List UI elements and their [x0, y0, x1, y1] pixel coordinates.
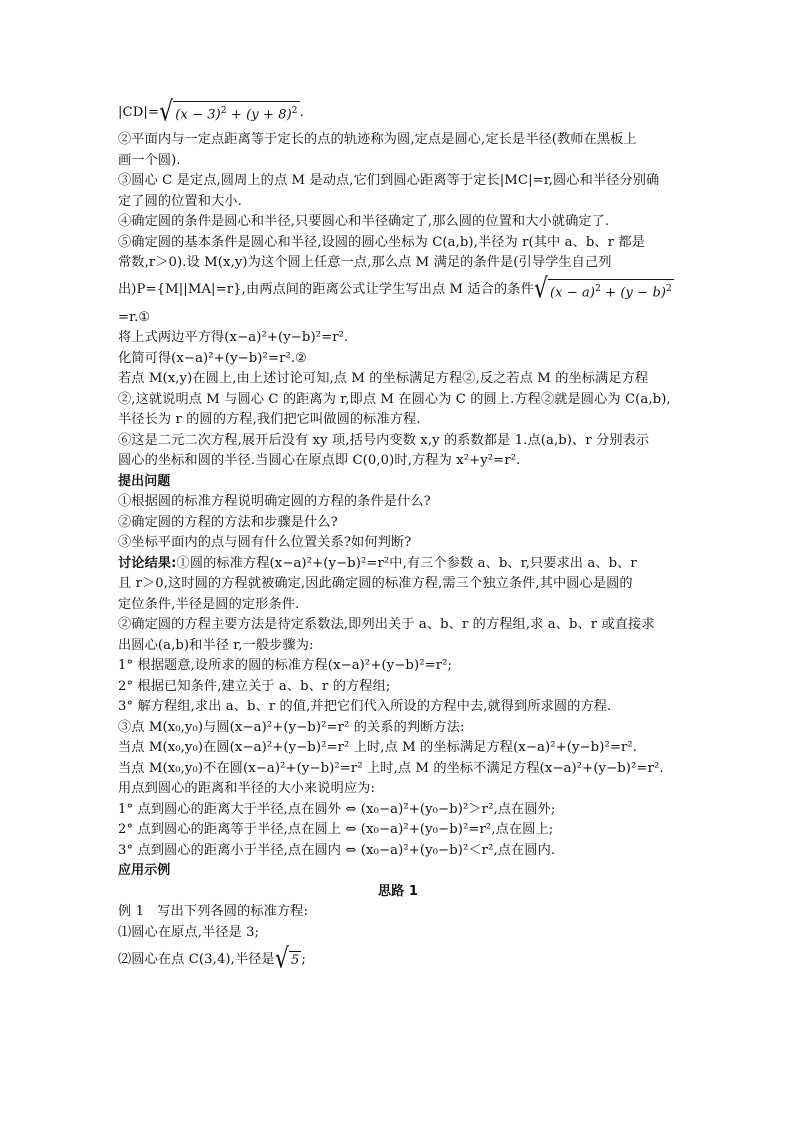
text-line: ③点 M(x₀,y₀)与圆(x−a)²+(y−b)²=r² 的关系的判断方法:: [118, 719, 465, 735]
bold-label: 讨论结果:: [118, 555, 177, 571]
radical-sign: √: [274, 943, 289, 975]
square-root-expression: [159, 96, 299, 128]
text-line: 定位条件,半径是圆的定形条件.: [118, 596, 300, 612]
text-line: 1° 根据题意,设所求的圆的标准方程(x−a)²+(y−b)²=r²;: [118, 658, 453, 673]
text-line: 当点 M(x₀,y₀)不在圆(x−a)²+(y−b)²=r² 上时,点 M 的坐标不满足方程(x−a)²+(y−b)²=r².: [118, 760, 664, 776]
text-line: 2° 点到圆心的距离等于半径,点在圆上 ⇔ (x₀−a)²+(y₀−b)²=r²,点在圆上;: [118, 822, 554, 837]
text-line: ①根据圆的标准方程说明确定圆的方程的条件是什么?: [118, 494, 431, 509]
text-line: ⑤确定圆的基本条件是圆心和半径,设圆的圆心坐标为 C(a,b),半径为 r(其中 a、b、r 都是: [118, 234, 645, 250]
text-line: =r.①: [118, 309, 151, 325]
text-line: 画一个圆).: [118, 152, 181, 168]
formula-line: [118, 274, 678, 308]
text-line: 3° 点到圆心的距离小于半径,点在圆内 ⇔ (x₀−a)²+(y₀−b)²＜r²,点在圆内.: [118, 842, 556, 858]
text-line: 且 r＞0,这时圆的方程就被确定,因此确定圆的标准方程,需三个独立条件,其中圆心是圆的: [118, 576, 633, 591]
radical-sign: √: [159, 96, 174, 128]
subsection-heading: 思路 1: [378, 883, 418, 899]
radical-sign: √: [533, 274, 548, 306]
text-line: 若点 M(x,y)在圆上,由上述讨论可知,点 M 的坐标满足方程②,反之若点 M 的坐标满足方程: [118, 371, 649, 386]
text-line: 化简可得(x−a)²+(y−b)²=r².②: [118, 350, 308, 366]
text-line: ③坐标平面内的点与圆有什么位置关系?如何判断?: [118, 535, 412, 550]
text-line: 圆心的坐标和圆的半径.当圆心在原点即 C(0,0)时,方程为 x²+y²=r².: [118, 453, 521, 468]
text-run: 出)P={M||MA|=r},由两点间的距离公式让学生写出点 M 适合的条件: [118, 282, 534, 298]
text-line: 例 1 写出下列各圆的标准方程:: [118, 904, 309, 919]
text-line: ②,这就说明点 M 与圆心 C 的距离为 r,即点 M 在圆心为 C 的圆上.方程②就是圆心为 C(a,b),: [118, 391, 671, 407]
text-line: 2° 根据已知条件,建立关于 a、b、r 的方程组;: [118, 678, 391, 694]
text-line: 半径长为 r 的圆的方程,我们把它叫做圆的标准方程.: [118, 412, 421, 427]
text-line: ②确定圆的方程主要方法是待定系数法,即列出关于 a、b、r 的方程组,求 a、b、r 或直接求: [118, 617, 655, 632]
formula-line: [118, 96, 678, 130]
text-line: 将上式两边平方得(x−a)²+(y−b)²=r².: [118, 330, 349, 345]
text-line: ②确定圆的方程的方法和步骤是什么?: [118, 514, 338, 530]
text-line: ⑴圆心在原点,半径是 3;: [118, 924, 260, 940]
text-line: 常数,r＞0).设 M(x,y)为这个圆上任意一点,那么点 M 满足的条件是(引导学生自己列: [118, 255, 612, 270]
text-line: ⑥这是二元二次方程,展开后没有 xy 项,括号内变数 x,y 的系数都是 1.点(a,b)、r 分别表示: [118, 432, 650, 448]
text-line: ③圆心 C 是定点,圆周上的点 M 是动点,它们到圆心距离等于定长|MC|=r,圆心和半径分别确: [118, 173, 660, 188]
formula-line: [118, 943, 678, 977]
text-run: .: [299, 104, 304, 120]
text-line: 当点 M(x₀,y₀)在圆(x−a)²+(y−b)²=r² 上时,点 M 的坐标满足方程(x−a)²+(y−b)²=r².: [118, 740, 638, 755]
text-line: 1° 点到圆心的距离大于半径,点在圆外 ⇔ (x₀−a)²+(y₀−b)²＞r²,点在圆外;: [118, 801, 556, 817]
text-line: ④确定圆的条件是圆心和半径,只要圆心和半径确定了,那么圆的位置和大小就确定了.: [118, 214, 610, 229]
text-run: ①圆的标准方程(x−a)²+(y−b)²=r²中,有三个参数 a、b、r,只要求出 a、b、r: [176, 555, 637, 571]
text-line: ②平面内与一定点距离等于定长的点的轨迹称为圆,定点是圆心,定长是半径(教师在黑板上: [118, 132, 637, 147]
square-root-expression: [274, 943, 302, 975]
radicand: $(x - 3)^2 + (y + 8)^2$: [173, 101, 299, 124]
radicand: 5: [290, 952, 300, 968]
section-heading: 应用示例: [118, 863, 171, 878]
radicand: $(x - a)^2 + (y - b)^2$: [548, 279, 674, 302]
square-root-expression: [533, 274, 674, 306]
text-line: 3° 解方程组,求出 a、b、r 的值,并把它们代入所设的方程中去,就得到所求圆的方程.: [118, 699, 612, 714]
text-run: ;: [301, 951, 306, 967]
text-line: 定了圆的位置和大小.: [118, 193, 242, 209]
text-line: 出圆心(a,b)和半径 r,一般步骤为:: [118, 637, 314, 653]
document-page: [118, 96, 678, 977]
section-heading: 提出问题: [118, 473, 171, 489]
text-run: ⑵圆心在点 C(3,4),半径是: [118, 951, 275, 967]
text-run: |CD|=: [118, 104, 160, 120]
text-line: 用点到圆心的距离和半径的大小来说明应为:: [118, 781, 376, 796]
text-line: [118, 554, 678, 575]
